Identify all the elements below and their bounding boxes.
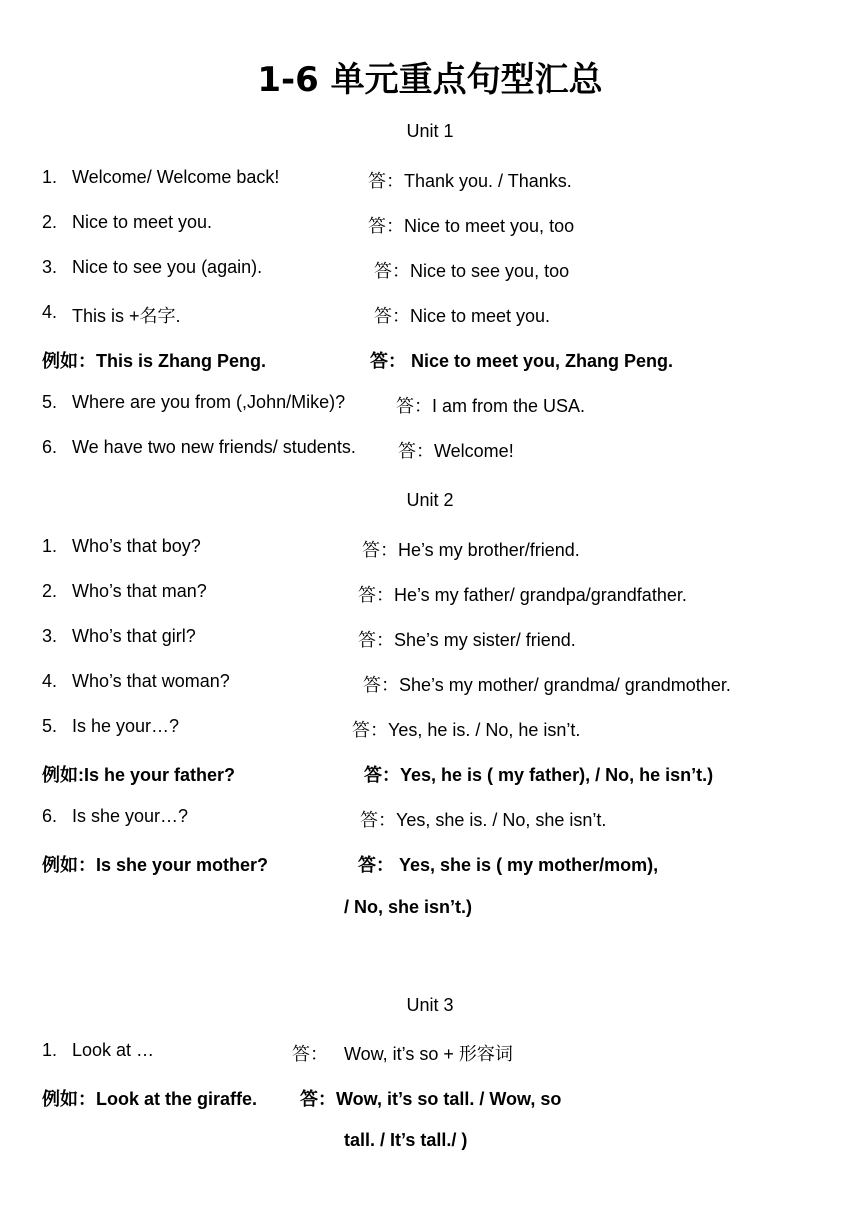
- unit2-item-question: Who’s that girl?: [72, 626, 196, 646]
- unit2-item-number: 5.: [42, 716, 58, 736]
- unit1-item-number: 5.: [42, 392, 58, 412]
- unit1-item-number: 6.: [42, 437, 58, 457]
- unit2-item-question: Is he your…?: [72, 716, 180, 736]
- unit2-item-number: 6.: [42, 806, 58, 826]
- unit1-item-answer: 答：Welcome!: [398, 441, 514, 461]
- unit2-item-answer: 答：He’s my brother/friend.: [362, 540, 580, 560]
- unit1-item-question: We have two new friends/ students.: [72, 437, 356, 457]
- unit2-item-number: 3.: [42, 626, 58, 646]
- unit2-item-answer: 答：He’s my father/ grandpa/grandfather.: [358, 585, 687, 605]
- unit2-example-answer: 答：Yes, he is ( my father), / No, he isn’t.): [364, 765, 714, 785]
- unit1-item-question: Where are you from (,John/Mike)?: [72, 392, 346, 412]
- unit3-item-answer-label: 答：: [292, 1044, 328, 1064]
- unit2-example-question: 例如:Is he your father?: [42, 765, 236, 785]
- unit1-item-answer: 答：Nice to meet you, too: [368, 216, 575, 236]
- unit3-item-question: Look at …: [72, 1040, 155, 1060]
- unit2-item-number: 1.: [42, 536, 58, 556]
- unit3-item-number: 1.: [42, 1040, 58, 1060]
- unit1-item-answer: 答：Thank you. / Thanks.: [368, 171, 572, 191]
- unit3-example-answer: 答：Wow, it’s so tall. / Wow, so: [300, 1089, 562, 1109]
- unit1-item-question: Nice to see you (again).: [72, 257, 263, 277]
- unit1-item-question: Nice to meet you.: [72, 212, 213, 232]
- unit3-heading: Unit 3: [406, 995, 454, 1015]
- unit1-item-question: Welcome/ Welcome back!: [72, 167, 280, 187]
- unit1-example-question: 例如：This is Zhang Peng.: [42, 351, 267, 371]
- unit2-item-question: Is she your…?: [72, 806, 189, 826]
- unit1-item-number: 3.: [42, 257, 58, 277]
- unit1-item-answer: 答：Nice to see you, too: [374, 261, 570, 281]
- unit2-item-answer: 答：Yes, she is. / No, she isn’t.: [360, 810, 607, 830]
- unit1-example-answer: 答： Nice to meet you, Zhang Peng.: [370, 351, 674, 371]
- unit1-item-number: 2.: [42, 212, 58, 232]
- unit2-item-answer: 答：She’s my sister/ friend.: [358, 630, 576, 650]
- unit2-item-answer: 答：She’s my mother/ grandma/ grandmother.: [363, 675, 731, 695]
- unit2-item-question: Who’s that man?: [72, 581, 207, 601]
- unit3-example-answer-continued: tall. / It’s tall./ ): [344, 1130, 468, 1150]
- unit2-item-question: Who’s that woman?: [72, 671, 230, 691]
- unit3-example-question: 例如：Look at the giraffe.: [42, 1089, 258, 1109]
- unit2-example-answer-continued: / No, she isn’t.): [344, 897, 473, 917]
- unit1-item-number: 4.: [42, 302, 58, 322]
- unit2-item-answer: 答：Yes, he is. / No, he isn’t.: [352, 720, 581, 740]
- unit2-item-number: 2.: [42, 581, 58, 601]
- page-title: 1-6 单元重点句型汇总: [257, 60, 603, 100]
- unit1-item-answer: 答：I am from the USA.: [396, 396, 586, 416]
- unit1-item-question: This is +名字.: [72, 306, 181, 326]
- unit2-item-question: Who’s that boy?: [72, 536, 201, 556]
- unit2-item-number: 4.: [42, 671, 58, 691]
- unit1-item-number: 1.: [42, 167, 58, 187]
- unit3-item-answer: Wow, it’s so + 形容词: [344, 1044, 513, 1064]
- unit1-heading: Unit 1: [406, 121, 454, 141]
- unit1-item-answer: 答：Nice to meet you.: [374, 306, 551, 326]
- unit2-example-question: 例如：Is she your mother?: [42, 855, 269, 875]
- unit2-heading: Unit 2: [406, 490, 454, 510]
- unit2-example-answer: 答： Yes, she is ( my mother/mom),: [358, 855, 659, 875]
